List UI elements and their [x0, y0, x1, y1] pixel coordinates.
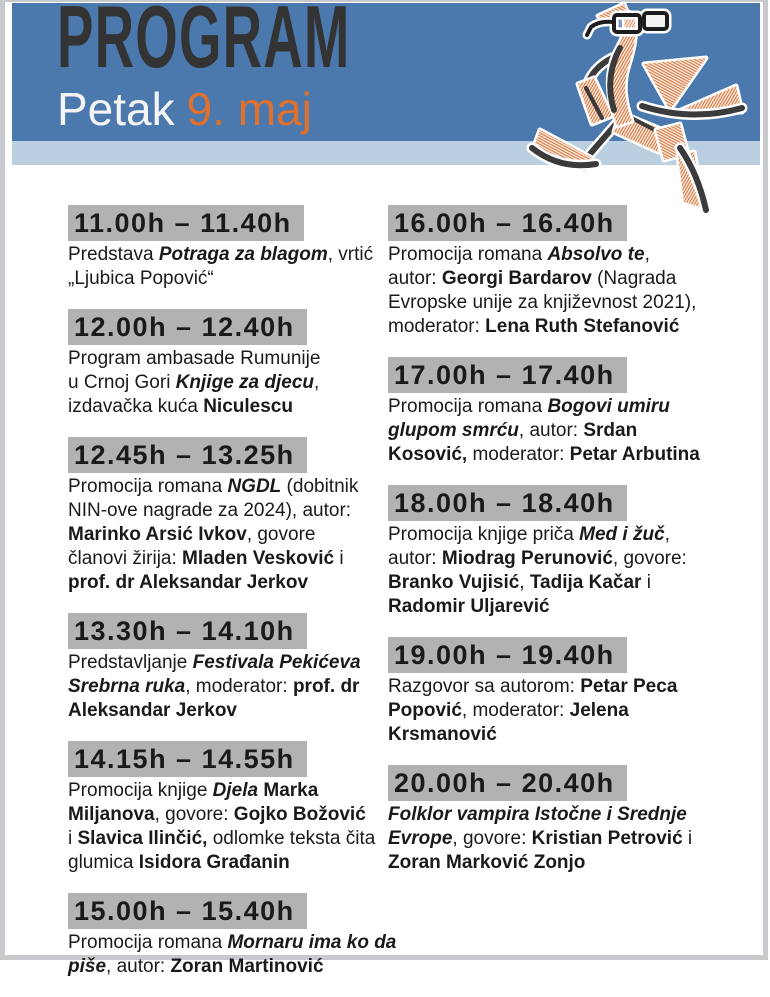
schedule-event — [388, 637, 720, 747]
schedule-column-right — [388, 205, 720, 997]
page — [5, 0, 763, 977]
event-description: Promocija knjige priča Med i žuč, autor: Miodrag Perunović, govore: Branko Vujisić, Tadija Kačar i Radomir Uljarević — [388, 524, 687, 617]
event-description: Promocija romana Absolvo te, autor: Georgi Bardarov (Nagrada Evropske unije za književnost 2021), moderator: Lena Ruth Stefanović — [388, 244, 697, 337]
subtitle-day: Petak — [57, 83, 175, 135]
event-description: Predstavljanje Festivala Pekićeva Srebrna ruka, moderator: prof. dr Aleksandar Jerkov — [68, 652, 361, 721]
schedule-event — [68, 205, 374, 291]
event-time: 12.00h – 12.40h — [68, 309, 307, 345]
event-time: 11.00h – 11.40h — [68, 205, 304, 241]
schedule-event — [68, 741, 376, 875]
event-description: Promocija romana Bogovi umiru glupom smrću, autor: Srdan Kosović, moderator: Petar Arbutina — [388, 396, 700, 465]
event-time: 19.00h – 19.40h — [388, 637, 627, 673]
schedule-event — [68, 309, 370, 419]
event-time: 15.00h – 15.40h — [68, 893, 307, 929]
event-time: 16.00h – 16.40h — [388, 205, 627, 241]
schedule-event — [388, 765, 720, 875]
event-time: 14.15h – 14.55h — [68, 741, 307, 777]
event-time: 18.00h – 18.40h — [388, 485, 627, 521]
schedule-event — [388, 205, 720, 339]
schedule-event — [388, 357, 720, 467]
schedule-event — [68, 437, 370, 595]
event-description: Promocija romana Mornaru ima ko da piše, autor: Zoran Martinović — [68, 932, 397, 977]
event-time: 13.30h – 14.10h — [68, 613, 307, 649]
page-subtitle — [57, 83, 531, 135]
schedule-event — [388, 485, 720, 619]
event-description: Promocija romana NGDL (dobitnik NIN-ove nagrade za 2024), autor: Marinko Arsić Ivkov, govore članovi žirija: Mladen Vesković i prof. dr Aleksandar Jerkov — [68, 476, 359, 593]
schedule-column-left — [68, 205, 397, 997]
event-description: Program ambasade Rumunije u Crnoj Gori Knjige za djecu, izdavačka kuća Niculescu — [68, 348, 321, 417]
event-description: Folklor vampira Istočne i Srednje Evrope, govore: Kristian Petrović i Zoran Marković Zonjo — [388, 804, 693, 873]
event-description: Predstava Potraga za blagom, vrtić „Ljubica Popović“ — [68, 244, 374, 289]
subtitle-date: 9. maj — [186, 83, 312, 135]
event-time: 12.45h – 13.25h — [68, 437, 307, 473]
page-title: PROGRAM — [57, 0, 351, 86]
header — [57, 0, 531, 135]
event-time: 17.00h – 17.40h — [388, 357, 627, 393]
schedule-event — [68, 613, 370, 723]
event-description: Razgovor sa autorom: Petar Peca Popović, moderator: Jelena Krsmanović — [388, 676, 678, 745]
schedule-event — [68, 893, 397, 979]
running-book-man-icon — [530, 2, 770, 224]
schedule — [68, 205, 720, 997]
event-description: Promocija knjige Djela Marka Miljanova, govore: Gojko Božović i Slavica Ilinčić, odlomke teksta čita glumica Isidora Građanin — [68, 780, 376, 873]
event-time: 20.00h – 20.40h — [388, 765, 627, 801]
